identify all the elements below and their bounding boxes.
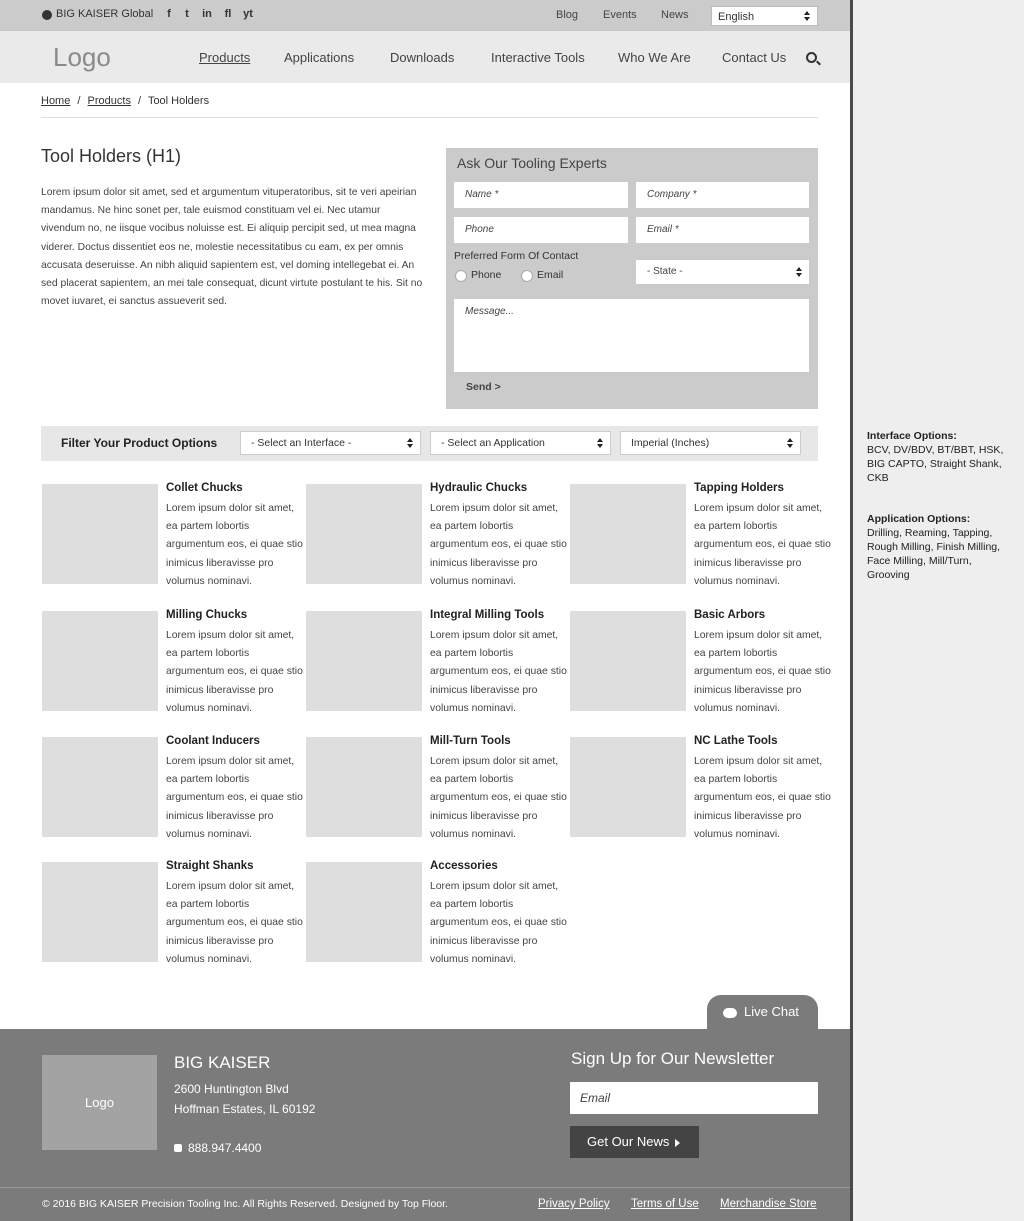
product-card[interactable] xyxy=(306,611,566,716)
state-select[interactable] xyxy=(636,260,809,284)
product-image[interactable] xyxy=(570,737,686,837)
phone-icon xyxy=(174,1144,182,1152)
product-description: Lorem ipsum dolor sit amet, ea partem lobortis argumentum eos, ei quae stio inimicus liberavisse pro volumus nominavi. xyxy=(430,503,567,587)
product-title[interactable]: NC Lathe Tools xyxy=(694,735,778,747)
site-logo[interactable]: Logo xyxy=(53,42,111,72)
interface-value: - Select an Interface - xyxy=(251,437,352,449)
application-options-note xyxy=(867,512,1017,582)
interface-select[interactable] xyxy=(240,431,421,455)
product-image[interactable] xyxy=(42,484,158,584)
product-title[interactable]: Collet Chucks xyxy=(166,482,243,494)
interface-options-title: Interface Options: xyxy=(867,430,957,442)
breadcrumb-current: Tool Holders xyxy=(147,95,210,107)
radio-phone[interactable] xyxy=(455,270,467,282)
application-select[interactable] xyxy=(430,431,611,455)
product-card[interactable] xyxy=(570,737,830,842)
breadcrumb-separator: / xyxy=(138,95,142,107)
radio-phone-label: Phone xyxy=(471,269,502,281)
product-description: Lorem ipsum dolor sit amet, ea partem lobortis argumentum eos, ei quae stio inimicus liberavisse pro volumus nominavi. xyxy=(694,756,831,840)
nav-downloads[interactable]: Downloads xyxy=(390,50,455,65)
radio-email[interactable] xyxy=(521,270,533,282)
product-image[interactable] xyxy=(42,737,158,837)
product-title[interactable]: Hydraulic Chucks xyxy=(430,482,528,494)
language-select[interactable] xyxy=(711,6,818,26)
twitter-icon[interactable]: t xyxy=(185,8,189,20)
contact-preference-label: Preferred Form Of Contact xyxy=(454,250,579,262)
product-title[interactable]: Mill-Turn Tools xyxy=(430,735,511,747)
product-description: Lorem ipsum dolor sit amet, ea partem lobortis argumentum eos, ei quae stio inimicus liberavisse pro volumus nominavi. xyxy=(166,881,303,965)
merchandise-store-link[interactable]: Merchandise Store xyxy=(720,1198,817,1210)
application-value: - Select an Application xyxy=(441,437,545,449)
product-description: Lorem ipsum dolor sit amet, ea partem lobortis argumentum eos, ei quae stio inimicus liberavisse pro volumus nominavi. xyxy=(430,881,567,965)
product-description: Lorem ipsum dolor sit amet, ea partem lobortis argumentum eos, ei quae stio inimicus liberavisse pro volumus nominavi. xyxy=(694,503,831,587)
send-button[interactable]: Send > xyxy=(466,381,501,393)
product-card[interactable] xyxy=(306,484,566,589)
company-field[interactable]: Company * xyxy=(636,182,809,208)
footer-divider xyxy=(0,1187,850,1188)
product-description: Lorem ipsum dolor sit amet, ea partem lobortis argumentum eos, ei quae stio inimicus liberavisse pro volumus nominavi. xyxy=(430,756,567,840)
product-card[interactable] xyxy=(306,862,566,967)
breadcrumb xyxy=(41,95,209,107)
product-image[interactable] xyxy=(306,862,422,962)
product-description: Lorem ipsum dolor sit amet, ea partem lobortis argumentum eos, ei quae stio inimicus liberavisse pro volumus nominavi. xyxy=(166,630,303,714)
product-image[interactable] xyxy=(42,611,158,711)
interface-options-text: BCV, DV/BDV, BT/BBT, HSK, BIG CAPTO, Straight Shank, CKB xyxy=(867,444,1004,484)
select-arrows-icon xyxy=(597,438,604,448)
live-chat-button[interactable] xyxy=(707,995,818,1029)
form-title: Ask Our Tooling Experts xyxy=(457,155,607,171)
intro-text: Lorem ipsum dolor sit amet, sed et argumentum vituperatoribus, sit te veri apeirian mandamus. Ne hinc sonet per, tale euismod constituam vel ei. Nec utamur vivendum no, ne iisque vocibus noluisse est. Ei aliquip percipit sed, ut mea magna viderer. Doctus dissentiet eos ne, molestie necessitatibus cu eam, ex per omnis accusata deseruisse. An nibh aliquid sapientem est, vel doming intellegebat ei. An sed placerat sapientem, an mei tale consequat, dicunt virtute postulant te his. Sit no movet iuvaret, ei sanctus assueverit sed. xyxy=(41,187,423,308)
youtube-icon[interactable]: yt xyxy=(243,8,253,20)
product-image[interactable] xyxy=(42,862,158,962)
footer-address-line2: Hoffman Estates, IL 60192 xyxy=(174,1102,316,1116)
product-card[interactable] xyxy=(42,611,302,716)
product-title[interactable]: Milling Chucks xyxy=(166,609,248,621)
filter-bar xyxy=(41,426,818,461)
units-select[interactable] xyxy=(620,431,801,455)
product-title[interactable]: Coolant Inducers xyxy=(166,735,260,747)
product-description: Lorem ipsum dolor sit amet, ea partem lobortis argumentum eos, ei quae stio inimicus liberavisse pro volumus nominavi. xyxy=(430,630,567,714)
newsletter-submit-button[interactable] xyxy=(570,1126,699,1158)
flickr-icon[interactable]: fl xyxy=(224,8,232,20)
caret-right-icon xyxy=(675,1139,680,1147)
news-link[interactable]: News xyxy=(661,9,689,21)
select-arrows-icon xyxy=(407,438,414,448)
product-card[interactable] xyxy=(42,484,302,589)
select-arrows-icon xyxy=(804,11,811,21)
email-field[interactable]: Email * xyxy=(636,217,809,243)
search-icon[interactable] xyxy=(806,52,817,63)
contact-form xyxy=(446,148,818,409)
select-arrows-icon xyxy=(787,438,794,448)
main-nav xyxy=(0,31,850,83)
interface-options-note xyxy=(867,429,1017,485)
message-field[interactable]: Message... xyxy=(454,299,809,372)
top-bar xyxy=(0,0,850,31)
divider xyxy=(41,117,818,118)
live-chat-label: Live Chat xyxy=(744,1004,799,1019)
state-value: - State - xyxy=(647,266,683,277)
terms-of-use-link[interactable]: Terms of Use xyxy=(631,1198,699,1210)
application-options-text: Drilling, Reaming, Tapping, Rough Milling, Finish Milling, Face Milling, Mill/Turn, Grooving xyxy=(867,527,1001,581)
product-title[interactable]: Integral Milling Tools xyxy=(430,609,545,621)
breadcrumb-separator: / xyxy=(77,95,81,107)
filter-label: Filter Your Product Options xyxy=(61,436,218,450)
blog-link[interactable]: Blog xyxy=(556,9,579,21)
nav-who-we-are[interactable]: Who We Are xyxy=(618,50,691,65)
phone-field[interactable]: Phone xyxy=(454,217,628,243)
newsletter-title: Sign Up for Our Newsletter xyxy=(571,1049,775,1068)
product-description: Lorem ipsum dolor sit amet, ea partem lobortis argumentum eos, ei quae stio inimicus liberavisse pro volumus nominavi. xyxy=(166,756,303,840)
product-title[interactable]: Straight Shanks xyxy=(166,860,254,872)
nav-applications[interactable]: Applications xyxy=(284,50,355,65)
global-site-link[interactable]: BIG KAISER Global xyxy=(56,8,154,20)
footer-logo[interactable]: Logo xyxy=(42,1055,157,1150)
product-card[interactable] xyxy=(42,737,302,842)
product-image[interactable] xyxy=(570,484,686,584)
footer-company-name: BIG KAISER xyxy=(174,1053,271,1072)
product-card[interactable] xyxy=(570,484,830,589)
product-card[interactable] xyxy=(42,862,302,967)
page-title: Tool Holders (H1) xyxy=(41,146,182,166)
globe-icon xyxy=(42,10,52,20)
product-description: Lorem ipsum dolor sit amet, ea partem lobortis argumentum eos, ei quae stio inimicus liberavisse pro volumus nominavi. xyxy=(166,503,303,587)
nav-interactive-tools[interactable]: Interactive Tools xyxy=(491,50,585,65)
footer-phone[interactable]: 888.947.4400 xyxy=(188,1141,262,1155)
linkedin-icon[interactable]: in xyxy=(202,8,212,20)
product-title[interactable]: Tapping Holders xyxy=(694,482,784,494)
nav-contact-us[interactable]: Contact Us xyxy=(722,50,787,65)
product-image[interactable] xyxy=(570,611,686,711)
units-value: Imperial (Inches) xyxy=(631,437,710,449)
privacy-policy-link[interactable]: Privacy Policy xyxy=(538,1198,610,1210)
newsletter-email-input[interactable]: Email xyxy=(570,1082,818,1114)
chat-bubble-icon xyxy=(723,1008,737,1018)
language-value: English xyxy=(718,11,755,23)
breadcrumb-products[interactable]: Products xyxy=(87,95,131,107)
product-image[interactable] xyxy=(306,611,422,711)
product-card[interactable] xyxy=(306,737,566,842)
newsletter-button-label: Get Our News xyxy=(587,1134,670,1149)
application-options-title: Application Options: xyxy=(867,513,971,525)
events-link[interactable]: Events xyxy=(603,9,637,21)
product-title[interactable]: Accessories xyxy=(430,860,498,872)
product-card[interactable] xyxy=(570,611,830,716)
name-field[interactable]: Name * xyxy=(454,182,628,208)
product-image[interactable] xyxy=(306,484,422,584)
facebook-icon[interactable]: f xyxy=(167,8,171,20)
product-image[interactable] xyxy=(306,737,422,837)
radio-email-label: Email xyxy=(537,269,564,281)
annotation-panel xyxy=(853,0,1024,1221)
select-arrows-icon xyxy=(796,267,803,277)
product-title[interactable]: Basic Arbors xyxy=(694,609,766,621)
product-description: Lorem ipsum dolor sit amet, ea partem lobortis argumentum eos, ei quae stio inimicus liberavisse pro volumus nominavi. xyxy=(694,630,831,714)
copyright: © 2016 BIG KAISER Precision Tooling Inc. All Rights Reserved. Designed by Top Floor. xyxy=(42,1198,448,1210)
footer-address-line1: 2600 Huntington Blvd xyxy=(174,1082,289,1096)
nav-products[interactable]: Products xyxy=(199,50,251,65)
footer xyxy=(0,1029,850,1221)
breadcrumb-home[interactable]: Home xyxy=(41,95,71,107)
